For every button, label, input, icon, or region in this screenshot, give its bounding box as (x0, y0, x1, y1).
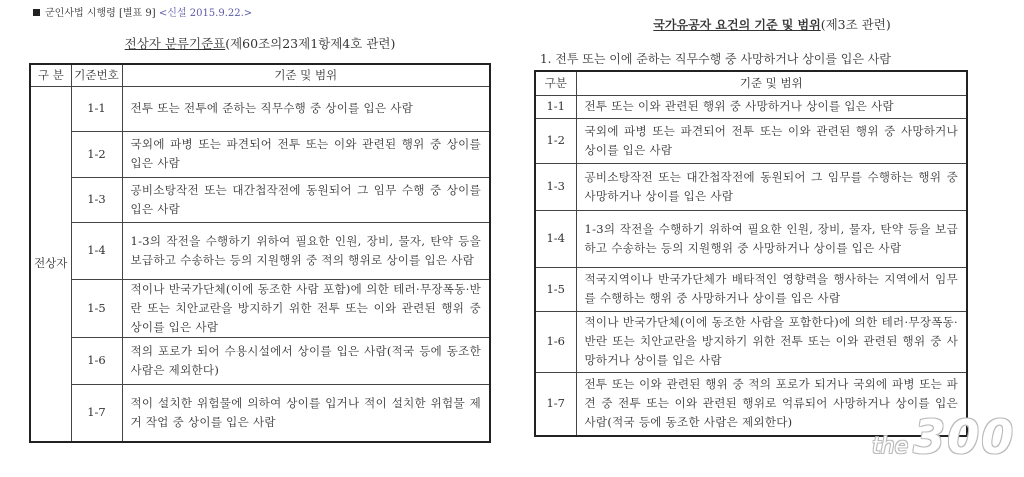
header-note (33, 4, 252, 19)
table-row (535, 163, 967, 210)
right-document-title (520, 15, 1024, 33)
category-cell: 전상자 (30, 86, 71, 442)
header-category: 구 분 (30, 64, 71, 86)
header-criteria: 기준 및 범위 (576, 71, 967, 95)
row-number: 1-6 (535, 311, 576, 372)
right-title-main: 국가유공자 요건의 기준 및 범위 (653, 18, 821, 32)
row-number: 1-7 (535, 372, 576, 436)
table-row (30, 337, 490, 384)
row-number: 1-1 (71, 86, 122, 131)
table-row (535, 311, 967, 372)
row-number: 1-5 (535, 267, 576, 311)
table-header-row (535, 71, 967, 95)
table-header-row (30, 64, 490, 86)
left-title-ref: (제60조의23제1항제4호 관련) (225, 36, 396, 51)
table-row (535, 95, 967, 118)
table-row (30, 177, 490, 222)
row-text: 전투 또는 이와 관련된 행위 중 사망하거나 상이를 입은 사람 (576, 95, 967, 118)
header-note-prefix: 군인사법 시행령 [별표 9] (45, 8, 156, 19)
row-number: 1-4 (71, 222, 122, 279)
row-number: 1-6 (71, 337, 122, 384)
left-classification-table (29, 63, 491, 443)
table-row (30, 222, 490, 279)
row-text: 전투 또는 이와 관련된 행위 중 적의 포로가 되거나 국외에 파병 또는 파견 중 전투 또는 이와 관련된 행위로 억류되어 사망하거나 상이를 입은 사람(적국 등에 동조한 사람은 제외한다) (576, 372, 967, 436)
row-text: 적이나 반국가단체(이에 동조한 사람을 포함한다)에 의한 테러·무장폭동·반란 또는 치안교란을 방지하기 위한 전투 또는 이와 관련된 행위 중 사망하거나 상이를 입은 사람 (576, 311, 967, 372)
header-criteria: 기준 및 범위 (122, 64, 490, 86)
watermark-prefix: the (872, 434, 909, 459)
watermark-logo (872, 410, 1015, 464)
row-text: 적이 설치한 위험물에 의하여 상이를 입거나 적이 설치한 위험물 제거 작업 중 상이를 입은 사람 (122, 384, 490, 442)
table-row (30, 131, 490, 177)
row-number: 1-1 (535, 95, 576, 118)
header-category: 구분 (535, 71, 576, 95)
row-text: 전투 또는 전투에 준하는 직무수행 중 상이를 입은 사람 (122, 86, 490, 131)
row-number: 1-5 (71, 279, 122, 337)
row-number: 1-2 (535, 118, 576, 163)
row-text: 국외에 파병 또는 파견되어 전투 또는 이와 관련된 행위 중 사망하거나 상이를 입은 사람 (576, 118, 967, 163)
table-row (535, 267, 967, 311)
row-text: 공비소탕작전 또는 대간첩작전에 동원되어 그 임무를 수행하는 행위 중 사망하거나 상이를 입은 사람 (576, 163, 967, 210)
left-title-main: 전상자 분류기준표 (124, 36, 226, 51)
row-text: 국외에 파병 또는 파견되어 전투 또는 이와 관련된 행위 중 상이를 입은 사람 (122, 131, 490, 177)
right-title-ref: (제3조 관련) (820, 17, 891, 32)
row-text: 적국지역이나 반국가단체가 배타적인 영향력을 행사하는 지역에서 임무를 수행하는 행위 중 사망하거나 상이를 입은 사람 (576, 267, 967, 311)
amendment-date: <신설 2015.9.22.> (158, 8, 253, 19)
row-number: 1-3 (71, 177, 122, 222)
row-text: 적이나 반국가단체(이에 동조한 사람 포함)에 의한 테러·무장폭동·반란 또는 치안교란을 방지하기 위한 전투 또는 이와 관련된 행위 중 상이를 입은 사람 (122, 279, 490, 337)
black-square-icon (33, 9, 40, 16)
row-text: 1-3의 작전을 수행하기 위하여 필요한 인원, 장비, 물자, 탄약 등을 보급하고 수송하는 등의 지원행위 중 사망하거나 상이를 입은 사람 (576, 210, 967, 267)
table-row (535, 118, 967, 163)
row-number: 1-4 (535, 210, 576, 267)
row-text: 적의 포로가 되어 수용시설에서 상이를 입은 사람(적국 등에 동조한 사람은 제외한다) (122, 337, 490, 384)
row-number: 1-2 (71, 131, 122, 177)
left-document-title (0, 34, 520, 52)
watermark-number: 300 (913, 410, 1016, 464)
header-number: 기준번호 (71, 64, 122, 86)
table-row (30, 384, 490, 442)
right-criteria-table (534, 70, 968, 437)
table-row (535, 210, 967, 267)
row-text: 공비소탕작전 또는 대간첩작전에 동원되어 그 임무 수행 중 상이를 입은 사람 (122, 177, 490, 222)
row-text: 1-3의 작전을 수행하기 위하여 필요한 인원, 장비, 물자, 탄약 등을 보급하고 수송하는 등의 지원행위 중 적의 행위로 상이를 입은 사람 (122, 222, 490, 279)
table-row (30, 86, 490, 131)
table-row (30, 279, 490, 337)
row-number: 1-3 (535, 163, 576, 210)
right-section-heading: 1. 전투 또는 이에 준하는 직무수행 중 사망하거나 상이를 입은 사람 (540, 52, 891, 66)
row-number: 1-7 (71, 384, 122, 442)
